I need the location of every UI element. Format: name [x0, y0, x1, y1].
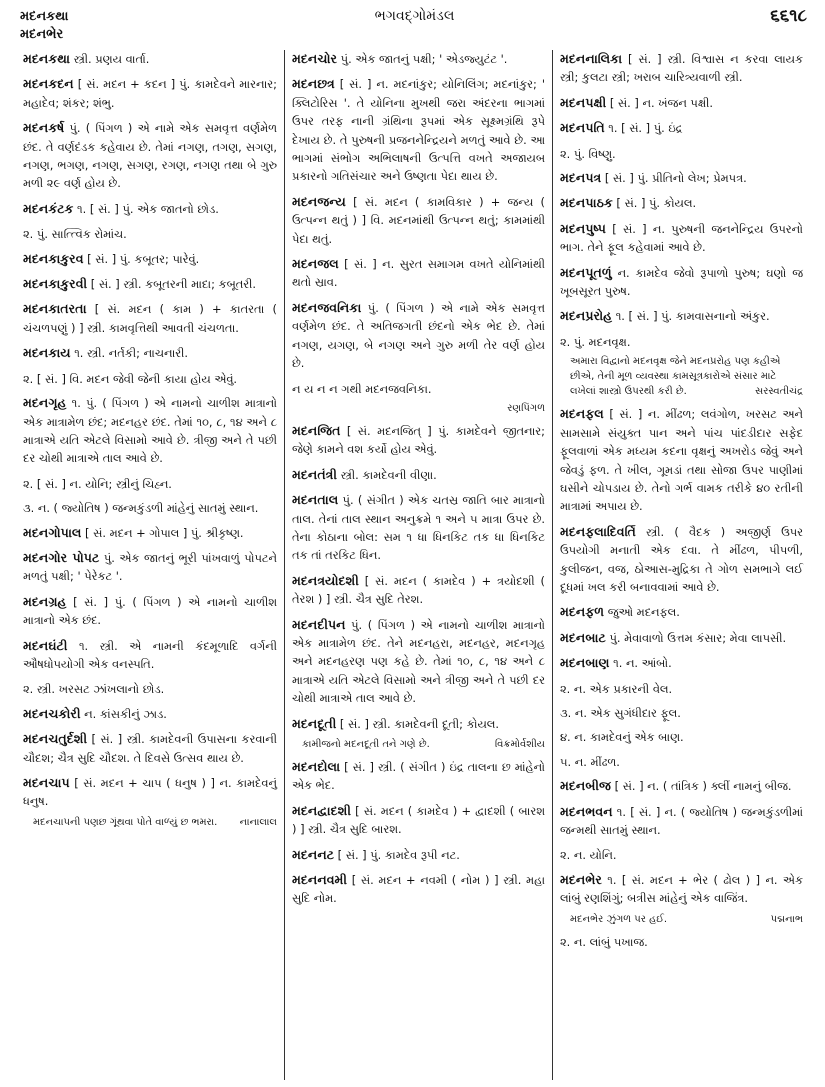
definition: [ સં. મદન + કદન ] પું. કામદેવને મારનાર; મહાદેવ; શંકર; શંભુ.: [23, 77, 277, 110]
entry-sense: [560, 846, 803, 864]
definition: [ સં. ] પું. ( પિંગળ ) એ નામનો ચાળીશ માત્રાનો એક છંદ.: [23, 594, 277, 628]
dictionary-entry: [292, 75, 545, 185]
definition: ૨. ન. યોનિ.: [560, 848, 617, 863]
column-2: [284, 50, 552, 1080]
quotation-text: મદનભેર ઝુંગળ પર હઈ.: [570, 913, 668, 925]
definition: [ સં. મદન ( કામવિકાર ) + જન્ય ( ઉત્પન્ન થતું ) ] વિ. મદનમાંથી ઉત્પન્ન થતું; કામમાંથી પેદા થતું.: [292, 194, 545, 246]
definition: ૧. સ્ત્રી. એ નામની કંદમૂળાદિ વર્ગની ઔષધોપયોગી એક વનસ્પતિ.: [23, 638, 277, 671]
quotation-text: મદનચાપની પણછ ગૂંથવા પોતે વાળ્યું છ ભમરા.: [33, 816, 218, 828]
definition: પું. ( સંગીત ) એક ચતસ્ર જાતિ બાર માત્રાનો તાલ. તેનાં તાલ સ્થાન અનુક્રમે ૧ અને ૫ માત્રા ઉપર છે. તેના કોઠાના બોલ: સમ ૧ ધા ધિનકિટ તક ધા ધિનકિટ તક તાં તરકિટ ધિન.: [292, 493, 545, 563]
headword: મદનચોર: [292, 51, 338, 66]
definition: [ સં. ] સ્ત્રી. વિશ્વાસ ન કરવા લાયક સ્ત્રી; કુલટા સ્ત્રી; ખરાબ ચારિત્ર્યવાળી સ્ત્રી.: [560, 52, 803, 85]
definition: ૨. [ સં. ] વિ. મદન જેવી જેની કાયા હોય એવું.: [23, 371, 238, 386]
headword: મદનપ્રરોહ: [560, 308, 613, 324]
page-header: [16, 6, 813, 50]
dictionary-entry: [23, 593, 277, 630]
dictionary-entry: [292, 758, 545, 795]
headword: મદનપૂતળું: [560, 264, 612, 280]
definition: ૩. ન. ( જ્યોતિષ ) જન્મકુંડળી માંહેનું સાતમું સ્થાન.: [23, 501, 259, 516]
dictionary-entry: [560, 307, 803, 325]
headword: મદનકર્ષ: [23, 120, 65, 136]
headword: મદનકદન: [23, 76, 74, 92]
dictionary-entry: [23, 200, 277, 218]
dictionary-entry: [23, 549, 277, 586]
dictionary-entry: [292, 846, 545, 864]
dictionary-entry: [23, 705, 277, 723]
definition: [ સં. મદન ( કામ ) + કાતરતા ( ચંચળપણું ) ] સ્ત્રી. કામવૃત્તિથી આવતી ચંચળતા.: [23, 302, 277, 335]
headword: મદનગોપાલ: [23, 524, 82, 540]
quotation: [302, 737, 545, 752]
headword: મદનચકોરી: [23, 705, 81, 721]
entry-sense: [560, 333, 803, 351]
definition: [ સં. ] પું. કબૂતર; પારેવું.: [83, 251, 200, 266]
definition: [ સં. ] સ્ત્રી. ( સંગીત ) ઇંદ્ર તાલના છ માંહેનો એક ભેદ.: [292, 760, 545, 793]
entry-sense: [292, 380, 545, 398]
definition: સ્ત્રી. ( વૈદક ) અજીર્ણ ઉપર ઉપયોગી મનાતી એક દવા. તે મીંઢળ, પીપળી, કુલીજન, વજ, ઠોઆસ-મુદ્રિકા તે ગોળ સમભાગે લઈ દૂધમાં ખલ કરી બનાવવામાં આવે છે.: [560, 524, 803, 594]
headword: મદનબાણ: [560, 655, 610, 671]
headword: મદનકાકુરવ: [23, 250, 84, 266]
quotation: [570, 354, 803, 399]
quotation-source: પદ્મનાભ: [770, 913, 803, 925]
definition: [ સં. ] સ્ત્રી. કામદેવની દૂતી; કોયલ.: [336, 716, 500, 731]
headword: મદનપતિ: [560, 120, 605, 136]
headword: મદનપત્ર: [560, 170, 602, 186]
definition: સ્ત્રી. કામદેવની વીણા.: [337, 467, 437, 482]
column-1: [16, 50, 284, 1080]
definition: પું. એક જાતનું પક્ષી; ' એડજ્યુટંટ '.: [337, 52, 508, 66]
quotation-text: અમારા વિદ્વાનો મદનવૃક્ષ જેને મદનપ્રરોહ પણ કહીએ છીએ, તેની મૂળ વ્યવસ્થા કામસૂત્રકારોએ સંસાર માટે લખેલાં શાસ્ત્રો ઉપરથી કરી છે.: [570, 356, 781, 398]
definition: [ સં. મદન ( કામદેવ ) + ત્રયોદશી ( તેરશ ) ] સ્ત્રી. ચૈત્ર સુદિ તેરશ.: [292, 573, 545, 607]
entry-sense: [23, 370, 277, 388]
guide-word-top: મદનકથા: [20, 9, 69, 24]
dictionary-entry: [292, 802, 545, 839]
headword: મદનગૃહ: [23, 395, 67, 411]
entry-sense: [23, 225, 277, 243]
dictionary-entry: [560, 803, 803, 840]
headword: મદનકાય: [23, 345, 71, 361]
dictionary-entry: [23, 119, 277, 193]
definition: સ્ત્રી. પ્રણય વાર્તા.: [69, 52, 150, 66]
dictionary-entry: [23, 344, 277, 362]
headword: મદનદૂતી: [292, 715, 337, 731]
dictionary-entry: [292, 255, 545, 292]
entry-sense: [560, 753, 803, 771]
dictionary-entry: [292, 466, 545, 484]
definition: પું. એક જાતનું ભૂરી પાંખવાળું પોપટને મળતું પક્ષી; ' પેરેકટ '.: [23, 550, 277, 584]
headword: મદનકાકુરવી: [23, 276, 88, 292]
dictionary-entry: [292, 491, 545, 565]
definition: ૨. [ સં. ] ન. યોનિ; સ્ત્રીનું ચિહ્ન.: [23, 476, 172, 491]
dictionary-entry: [560, 169, 803, 187]
definition: પું. ( પિંગળ ) એ નામનો ચાળીશ માત્રાનો એક માત્રામેળ છંદ. તેને મદનહરા, મદનહર, મદનગૃહ અને મદનહરણ પણ કહે છે. તેમાં ૧૦, ૮, ૧૪ અને ૮ માત્રાએ યતિ એટલે વિસામો અને ત્રીજી અને તે પછી દર ચોથી માત્રાએ તાલ આવે છે.: [292, 617, 545, 706]
definition: ૧. [ સં. ] ન. ( જ્યોતિષ ) જન્મકુંડળીમાં જન્મથી સાતમું સ્થાન.: [560, 804, 803, 837]
definition: ૨. ન. એક પ્રકારની વેલ.: [560, 681, 673, 696]
definition: [ સં. ] પું. કામદેવ રૂપી નટ.: [334, 847, 460, 862]
dictionary-entry: [560, 194, 803, 212]
headword: મદનજન્ય: [292, 193, 346, 209]
headword: મદનપુષ્પ: [560, 220, 606, 236]
definition: ૧. [ સં. મદન + ભેર ( ઢોલ ) ] ન. એક લાંબું રણશિંગું; બત્રીસ માંહેનું એક વાજિંત્ર.: [560, 872, 803, 906]
dictionary-entry: [560, 220, 803, 257]
dictionary-entry: [292, 299, 545, 373]
headword: મદનદ્વાદશી: [292, 802, 351, 818]
definition: ૩. ન. એક સુગંધીદાર ફૂલ.: [560, 705, 681, 720]
dictionary-entry: [292, 50, 545, 68]
dictionary-entry: [292, 422, 545, 459]
dictionary-entry: [560, 871, 803, 908]
definition: ૧. [ સં. ] પું. ઇંદ્ર: [604, 121, 683, 136]
dictionary-entry: [23, 250, 277, 268]
definition: [ સં. મદન + ચાપ ( ધનુષ ) ] ન. કામદેવનું ધનુષ.: [23, 776, 277, 809]
headword: મદનનાલિકા: [560, 51, 623, 66]
quotation-text: કામીજનો મદનદૂતી તને ગણે છે.: [302, 739, 430, 750]
dictionary-entry: [23, 637, 277, 674]
dictionary-entry: [560, 603, 803, 621]
definition: [ સં. મદન ( કામદેવ ) + દ્વાદશી ( બારશ ) ] સ્ત્રી. ચૈત્ર સુદિ બારશ.: [292, 803, 545, 837]
dictionary-entry: [23, 730, 277, 767]
headword: મદનજિત: [292, 422, 341, 438]
quotation: [302, 401, 545, 416]
definition: ૨. પું. સાત્ત્વિક રોમાંચ.: [23, 227, 127, 242]
definition: પું. મેવાવાળો ઉત્તમ કંસાર; મેવા લાપસી.: [605, 630, 787, 645]
definition: [ સં. ] ન. પુરુષની જનનેન્દ્રિય ઉપરનો ભાગ. તેને ફૂલ કહેવામાં આવે છે.: [560, 221, 803, 255]
dictionary-entry: [292, 616, 545, 708]
definition: [ સં. ] પું. પ્રીતિનો લેખ; પ્રેમપત્ર.: [601, 171, 747, 186]
entry-sense: [560, 704, 803, 722]
dictionary-entry: [23, 50, 277, 68]
definition: ૨. સ્ત્રી. ખરસટ ઝાંખલાનો છોડ.: [23, 682, 165, 697]
definition: [ સં. ] ન. મીંઢળ; લવંગોળ, ખરસટ અને સામસામે સંયુક્ત પાન અને પાંચ પાંદડીદાર સફેદ ફૂલવાળાં એક મધ્યમ કદના વૃક્ષનું અખરોડ જેવું અને જેવડું ફળ. તે ખીલ, ગૂમડાં તથા સોજા ઉપર પાણીમાં ઘસીને ચોપડાય છે. તેનો ગર્ભ વામક તરીકે ૪૦ રતીની માત્રામાં અપાય છે.: [560, 407, 803, 514]
definition: ૨. પું. મદનવૃક્ષ.: [560, 334, 631, 349]
entry-sense: [23, 475, 277, 493]
headword: મદનછત્ર: [292, 76, 335, 92]
dictionary-entry: [560, 523, 803, 597]
dictionary-entry: [23, 394, 277, 468]
quotation-source: વિક્રમોર્વશીય: [494, 739, 545, 750]
headword: મદનનટ: [292, 846, 335, 862]
headword: મદનતાલ: [292, 492, 339, 508]
definition: જુઓ મદનફલ.: [604, 605, 680, 620]
dictionary-entry: [23, 524, 277, 542]
quotation-source: નાનાલાલ: [239, 816, 277, 828]
dictionary-entry: [292, 871, 545, 908]
entry-sense: [560, 728, 803, 746]
entry-sense: [560, 680, 803, 698]
definition: [ સં. ] ન. સુરત સમાગમ વખતે યોનિમાંથી થતો સ્રાવ.: [292, 257, 545, 290]
entry-sense: [560, 933, 803, 951]
definition: ૧. પું. ( પિંગળ ) એ નામનો ચાળીશ માત્રાનો એક માત્રામેળ છંદ; મદનહર છંદ. તેમાં ૧૦, ૮, ૧૪ અને ૮ માત્રાએ યતિ એટલે વિસામો આવે છે. ત્રીજી અને તે પછી દર ચોથી માત્રાએ તાલ આવે છે.: [23, 396, 277, 466]
headword: મદનકંટક: [23, 200, 74, 216]
headword: મદનબાટ: [560, 629, 606, 645]
headword: મદનનવમી: [292, 872, 348, 888]
dictionary-entry: [23, 275, 277, 293]
headword: મદનઘંટી: [23, 637, 68, 653]
definition: ૧. [ સં. ] પું. એક જાતનો છોડ.: [73, 201, 219, 216]
dictionary-entry: [292, 572, 545, 609]
headword: મદનફલ: [560, 406, 604, 422]
dictionary-entry: [560, 50, 803, 87]
definition: [ સં. ] પું. કોયલ.: [612, 196, 697, 211]
quotation: [570, 912, 803, 927]
headword: મદનગ્રહ: [23, 593, 67, 609]
headword: મદનભેર: [560, 871, 602, 887]
page-number: ૬૬૧૮: [770, 6, 807, 26]
dictionary-entry: [560, 654, 803, 672]
definition: [ સં. ] સ્ત્રી. કામદેવની ઉપાસના કરવાની ચૌદશ; ચૈત્ર સુદિ ચૌદશ. તે દિવસે ઉત્સવ થાય છે.: [23, 732, 277, 765]
columns: [16, 50, 813, 1080]
guide-word-bottom: મદનભેર: [20, 27, 64, 42]
quotation-source: રણપિંગળ: [507, 402, 545, 414]
definition: ૨. ન. લાંબું પખાજ.: [560, 934, 648, 949]
definition: ૧. ન. આંબો.: [609, 656, 672, 671]
dictionary-entry: [292, 715, 545, 733]
running-title: ભગવદ્ગોમંડલ: [374, 8, 455, 24]
definition: ૧. સ્ત્રી. નર્તકી; નાચનારી.: [70, 346, 189, 361]
definition: ૨. પું. વિષ્ણુ.: [560, 146, 616, 161]
headword: મદનચાપ: [23, 775, 70, 790]
definition: [ સં. ] સ્ત્રી. કબૂતરની માદા; કબૂતરી.: [87, 277, 257, 292]
dictionary-entry: [560, 94, 803, 112]
definition: ૧. [ સં. ] પું. કામવાસનાનો અંકુર.: [612, 309, 770, 324]
dictionary-entry: [560, 629, 803, 647]
dictionary-entry: [560, 119, 803, 137]
definition: [ સં. મદનજિત્ ] પું. કામદેવને જીતનાર; જેણે કામને વશ કર્યો હોય એવું.: [292, 423, 545, 457]
headword: મદનત્રયોદશી: [292, 572, 359, 588]
definition: ૪. ન. કામદેવનું એક બાણ.: [560, 730, 684, 745]
column-3: [552, 50, 810, 1080]
definition: ન. કાંસકીનું ઝાડ.: [80, 706, 167, 721]
definition: પું. ( પિંગળ ) એ નામે એક સમવૃત્ત વર્ણમેળ છંદ. તે વર્ણદંડક કહેવાય છે. તેમાં નગણ, તગણ, સગણ, નગણ, ભગણ, નગણ, સગણ, રગણ, નગણ તથા બે ગુરુ મળી ૨૯ વર્ણ હોય છે.: [23, 121, 277, 191]
definition: [ સં. ] ન. ( તાંત્રિક ) ક્લીં નામનું બીજ.: [610, 779, 792, 794]
headword: મદનજવનિકા: [292, 299, 362, 315]
headword: મદનકથા: [23, 51, 70, 66]
dictionary-entry: [560, 405, 803, 515]
dictionary-entry: [23, 75, 277, 112]
headword: મદનગોર પોપટ: [23, 549, 100, 565]
headword: મદનજલ: [292, 256, 339, 272]
entry-sense: [560, 145, 803, 163]
quotation: [33, 815, 277, 830]
entry-sense: [23, 499, 277, 517]
definition: ન ય ન ન ગથી મદનજવનિકા.: [292, 381, 432, 396]
definition: [ સં. મદન + નવમી ( નોમ ) ] સ્ત્રી. મહા સુદિ નોમ.: [292, 873, 545, 906]
headword: મદનકાતરતા: [23, 301, 87, 317]
headword: મદનભવન: [560, 803, 613, 819]
headword: મદનદોલા: [292, 759, 341, 774]
definition: [ સં. ] ન. ખંજન પક્ષી.: [606, 95, 713, 110]
headword: મદનફલાદિવર્તિ: [560, 523, 636, 539]
headword: મદનતંત્રી: [292, 466, 338, 482]
headword: મદનદીપન: [292, 616, 346, 632]
headword: મદનબીજ: [560, 778, 611, 794]
entry-sense: [23, 680, 277, 698]
definition: પું. ( પિંગળ ) એ નામે એક સમવૃત્ત વર્ણમેળ છંદ. તે અતિજગતી છંદનો એક ભેદ છે. તેમાં નગણ, યગણ, બે નગણ અને ગુરુ મળી તેર વર્ણ હોય છે.: [292, 300, 545, 371]
dictionary-entry: [23, 300, 277, 337]
headword: મદનપાઠક: [560, 195, 613, 211]
quotation-source: સરસ્વતીચંદ્ર: [755, 386, 803, 398]
dictionary-entry: [292, 193, 545, 248]
definition: [ સં. મદન + ગોપાલ ] પું. શ્રીકૃષ્ણ.: [81, 525, 244, 540]
definition: ૫. ન. મીંઢળ.: [560, 754, 620, 769]
dictionary-entry: [560, 777, 803, 795]
headword: મદનફળ: [560, 604, 605, 620]
dictionary-entry: [560, 264, 803, 301]
definition: [ સં. ] ન. મદનાંકુર; યોનિલિંગ; મદનાંકુર; ' ક્લિટોરિસ '. તે યોનિના મુખથી જરા અંદરના ભાગમાં ઉપર તરફ નાની ગ્રંથિના રૂપમાં એક સૂક્ષ્મગ્રંથિ રૂપે દેખાય છે. તે પુરુષની પ્રજનનેન્દ્રિયને મળતું આવે છે. આ ભાગમાં સંભોગ અભિલાષની ઉત્પત્તિ વખતે અજાયબ પ્રકારનો ગતિસંચાર અને ઉષ્ણતા પેદા થાય છે.: [292, 77, 545, 184]
headword: મદનચતુર્દશી: [23, 731, 88, 747]
headword: મદનપક્ષી: [560, 94, 607, 110]
dictionary-entry: [23, 774, 277, 811]
definition: ન. કામદેવ જેવો રૂપાળો પુરુષ; ઘણો જ ખૂબસૂરત પુરુષ.: [560, 265, 803, 299]
